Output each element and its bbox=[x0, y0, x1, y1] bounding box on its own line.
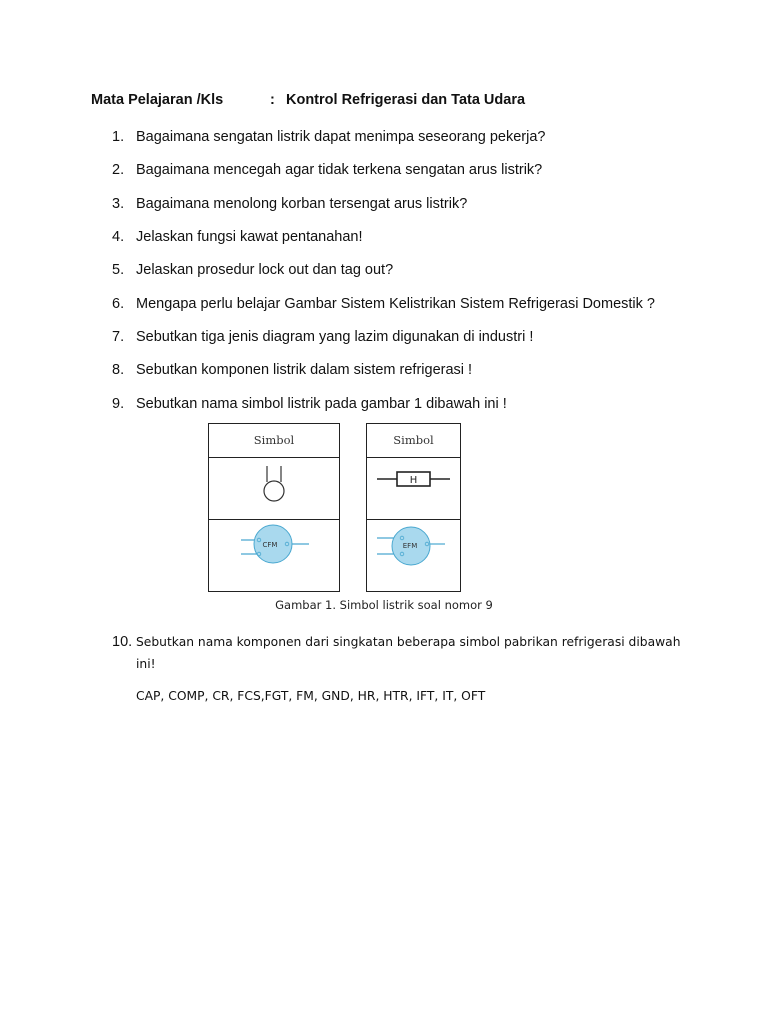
question-number: 10. bbox=[112, 634, 133, 650]
question-item bbox=[112, 162, 542, 178]
table-row bbox=[367, 520, 460, 591]
table-row bbox=[367, 458, 460, 520]
subject-value: Kontrol Refrigerasi dan Tata Udara bbox=[286, 92, 526, 108]
question-text: Sebutkan nama komponen dari singkatan beberapa simbol pabrikan refrigerasi dibawah ini! bbox=[136, 635, 681, 671]
question-item bbox=[112, 329, 533, 345]
question-number: 4. bbox=[112, 229, 125, 245]
question-number: 1. bbox=[112, 129, 125, 145]
table-row bbox=[209, 458, 339, 520]
motor-symbol-icon bbox=[209, 520, 339, 590]
question-number: 5. bbox=[112, 262, 125, 278]
question-text: Sebutkan nama simbol listrik pada gambar 1 dibawah ini ! bbox=[136, 396, 507, 412]
question-item bbox=[112, 129, 545, 145]
question-number: 6. bbox=[112, 296, 125, 312]
motor-label: CFM bbox=[262, 541, 278, 549]
figure-caption: Gambar 1. Simbol listrik soal nomor 9 bbox=[275, 598, 493, 612]
question-text: Sebutkan tiga jenis diagram yang lazim digunakan di industri ! bbox=[136, 329, 534, 345]
question-text: Mengapa perlu belajar Gambar Sistem Kelistrikan Sistem Refrigerasi Domestik ? bbox=[136, 296, 655, 312]
table-row bbox=[209, 520, 339, 591]
question-number: 7. bbox=[112, 329, 125, 345]
question-number: 2. bbox=[112, 162, 125, 178]
question-item bbox=[112, 262, 393, 278]
question-text: Bagaimana menolong korban tersengat arus listrik? bbox=[136, 196, 468, 212]
symbol-table-left bbox=[208, 423, 340, 592]
abbreviation-list: CAP, COMP, CR, FCS,FGT, FM, GND, HR, HTR, IFT, IT, OFT bbox=[136, 689, 486, 703]
symbol-table-right bbox=[366, 423, 461, 592]
question-item bbox=[112, 362, 472, 378]
subject-label: Mata Pelajaran /Kls bbox=[91, 92, 224, 108]
question-number: 9. bbox=[112, 396, 125, 412]
header-separator: : bbox=[270, 92, 275, 108]
motor-symbol-icon bbox=[367, 520, 460, 590]
question-item bbox=[112, 229, 363, 245]
lamp-symbol-icon bbox=[209, 458, 339, 518]
question-text: Jelaskan fungsi kawat pentanahan! bbox=[136, 229, 363, 245]
question-number: 3. bbox=[112, 196, 125, 212]
question-text: Jelaskan prosedur lock out dan tag out? bbox=[136, 262, 394, 278]
heater-symbol-icon bbox=[367, 458, 460, 518]
motor-label: EFM bbox=[402, 542, 418, 550]
table-header: Simbol bbox=[367, 424, 460, 458]
question-text: Sebutkan komponen listrik dalam sistem refrigerasi ! bbox=[136, 362, 473, 378]
table-header: Simbol bbox=[209, 424, 339, 458]
question-text: Bagaimana mencegah agar tidak terkena sengatan arus listrik? bbox=[136, 162, 543, 178]
question-number: 8. bbox=[112, 362, 125, 378]
question-item bbox=[112, 196, 467, 212]
question-item bbox=[112, 396, 507, 412]
question-item bbox=[112, 296, 655, 312]
heater-label: H bbox=[409, 475, 418, 486]
question-text: Bagaimana sengatan listrik dapat menimpa seseorang pekerja? bbox=[136, 129, 546, 145]
